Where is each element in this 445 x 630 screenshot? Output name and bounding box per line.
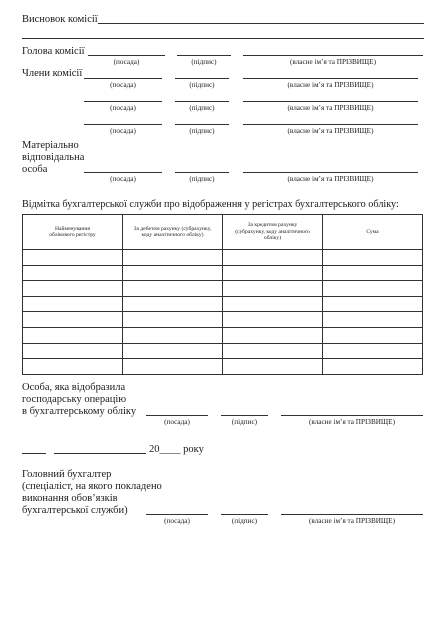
member1-position-caption: (посада) — [110, 81, 136, 89]
table-cell — [123, 250, 223, 266]
member3-position-line — [84, 124, 162, 125]
recorder-line-2: господарську операцію — [22, 394, 127, 405]
chief-signature-line — [221, 514, 268, 515]
commission-members-label: Члени комісії — [22, 68, 83, 79]
table-cell — [323, 312, 423, 328]
table-cell — [123, 281, 223, 297]
member3-name-caption: (власне ім’я та ПРІЗВИЩЕ) — [287, 127, 374, 135]
table-cell — [23, 359, 123, 375]
responsible-name-line — [243, 172, 418, 173]
header-debit — [123, 215, 223, 250]
table-cell — [323, 327, 423, 343]
chief-line-3: виконання обов’язків — [22, 493, 118, 504]
chief-position-line — [146, 514, 208, 515]
chief-name-caption: (власне ім’я та ПРІЗВИЩЕ) — [309, 517, 395, 525]
chief-line-1: Головний бухгалтер — [22, 469, 112, 480]
member2-position-line — [84, 101, 162, 102]
header-credit-line-1: За кредитом рахунку — [247, 222, 298, 229]
responsible-signature-caption: (підпис) — [189, 175, 215, 183]
table-cell — [323, 281, 423, 297]
table-cell — [23, 343, 123, 359]
head-name-caption: (власне ім’я та ПРІЗВИЩЕ) — [290, 58, 376, 66]
member1-position-line — [84, 78, 162, 79]
responsible-signature-line — [175, 172, 229, 173]
chief-name-line — [281, 514, 423, 515]
head-name-line — [243, 55, 423, 56]
chief-position-caption: (посада) — [164, 517, 190, 525]
accounting-register-table — [22, 214, 423, 375]
chief-line-2: (спеціаліст, на якого покладено — [22, 481, 162, 492]
head-position-line — [88, 55, 165, 56]
responsible-name-caption: (власне ім’я та ПРІЗВИЩЕ) — [287, 175, 374, 183]
table-cell — [23, 312, 123, 328]
header-register-name — [23, 215, 123, 250]
table-cell — [323, 343, 423, 359]
table-cell — [123, 327, 223, 343]
member3-position-caption: (посада) — [110, 127, 136, 135]
header-register-name-line-1: Найменування — [55, 225, 90, 232]
table-header-row — [23, 215, 423, 250]
table-cell — [223, 327, 323, 343]
member3-signature-caption: (підпис) — [189, 127, 215, 135]
date-month-line — [54, 453, 146, 454]
recorder-position-caption: (посада) — [164, 418, 190, 426]
table-cell — [223, 250, 323, 266]
responsible-person-line-2: відповідальна — [22, 152, 85, 163]
conclusion-label: Висновок комісії — [22, 14, 98, 25]
responsible-position-line — [84, 172, 162, 173]
header-credit-line-3: обліку) — [263, 235, 282, 242]
member3-name-line — [243, 124, 418, 125]
member2-signature-line — [175, 101, 229, 102]
table-row — [23, 312, 423, 328]
member2-signature-caption: (підпис) — [189, 104, 215, 112]
head-signature-line — [177, 55, 231, 56]
accounting-mark-title: Відмітка бухгалтерської служби про відображення у регістрах бухгалтерського обліку: — [22, 199, 399, 210]
table-row — [23, 359, 423, 375]
table-cell — [323, 296, 423, 312]
recorder-name-line — [281, 415, 423, 416]
responsible-person-line-1: Матеріально — [22, 140, 79, 151]
member1-signature-line — [175, 78, 229, 79]
recorder-name-caption: (власне ім’я та ПРІЗВИЩЕ) — [309, 418, 395, 426]
table-row — [23, 327, 423, 343]
header-debit-line-1: За дебетом рахунку (субрахунку, — [133, 225, 212, 232]
recorder-line-1: Особа, яка відобразила — [22, 382, 126, 393]
table-cell — [23, 281, 123, 297]
table-cell — [23, 296, 123, 312]
table-cell — [323, 250, 423, 266]
table-cell — [123, 359, 223, 375]
table-cell — [23, 265, 123, 281]
date-day-line — [22, 453, 46, 454]
header-credit — [223, 215, 323, 250]
recorder-position-line — [146, 415, 208, 416]
responsible-position-caption: (посада) — [110, 175, 136, 183]
recorder-signature-caption: (підпис) — [231, 418, 258, 426]
member1-name-line — [243, 78, 418, 79]
date-year-text: 20____ року — [149, 444, 204, 455]
table-body — [23, 250, 423, 375]
table-cell — [223, 265, 323, 281]
conclusion-line-1 — [98, 23, 424, 24]
head-signature-caption: (підпис) — [191, 58, 217, 66]
table-cell — [223, 296, 323, 312]
table-cell — [223, 343, 323, 359]
header-register-name-line-2: облікового регістру — [49, 232, 96, 238]
table-cell — [123, 343, 223, 359]
responsible-person-line-3: особа — [22, 164, 48, 175]
member3-signature-line — [175, 124, 229, 125]
header-credit-line-2: (субрахунку, коду аналітичного — [235, 228, 310, 235]
member2-name-caption: (власне ім’я та ПРІЗВИЩЕ) — [287, 104, 374, 112]
member1-name-caption: (власне ім’я та ПРІЗВИЩЕ) — [287, 81, 374, 89]
table-cell — [223, 312, 323, 328]
member2-name-line — [243, 101, 418, 102]
table-cell — [123, 296, 223, 312]
head-of-commission-label: Голова комісії — [22, 46, 85, 57]
member1-signature-caption: (підпис) — [189, 81, 215, 89]
table-cell — [323, 359, 423, 375]
table-row — [23, 265, 423, 281]
chief-signature-caption: (підпис) — [231, 517, 258, 525]
table-row — [23, 250, 423, 266]
table-cell — [23, 250, 123, 266]
head-position-caption: (посада) — [113, 58, 140, 66]
conclusion-line-2 — [22, 38, 424, 39]
table-cell — [123, 265, 223, 281]
table-cell — [23, 327, 123, 343]
table-cell — [323, 265, 423, 281]
header-amount — [323, 215, 423, 250]
header-debit-line-2: коду аналітичного обліку) — [141, 232, 204, 238]
recorder-signature-line — [221, 415, 268, 416]
chief-line-4: бухгалтерської служби) — [22, 505, 128, 516]
table-row — [23, 281, 423, 297]
table-row — [23, 343, 423, 359]
table-row — [23, 296, 423, 312]
table-cell — [223, 359, 323, 375]
table-cell — [223, 281, 323, 297]
header-amount-line-1: Сума — [366, 228, 379, 235]
member2-position-caption: (посада) — [110, 104, 136, 112]
table-cell — [123, 312, 223, 328]
recorder-line-3: в бухгалтерському обліку — [22, 406, 137, 417]
